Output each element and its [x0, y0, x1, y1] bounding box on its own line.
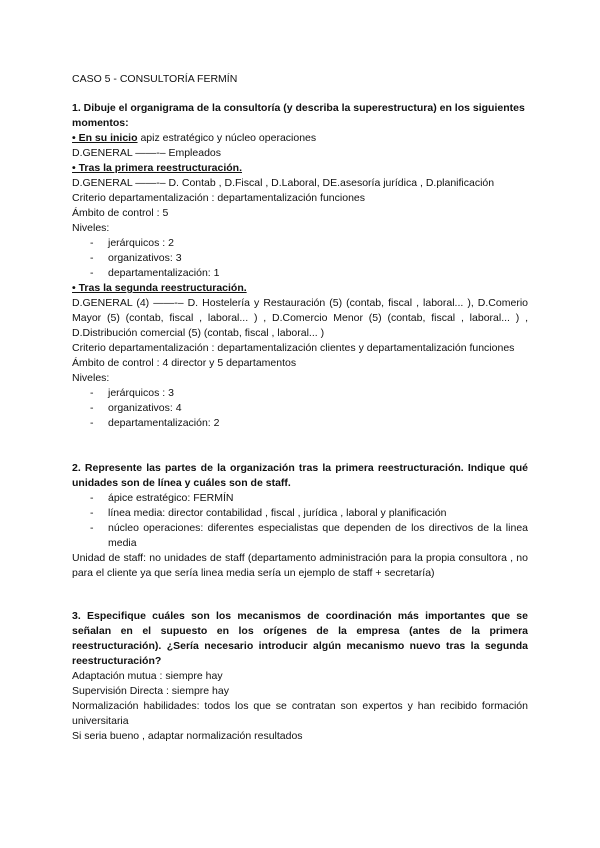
- q1-segunda-line: D.GENERAL (4) ——-– D. Hostelería y Restauración (5) (contab, fiscal , laboral... ), D.Comerio Mayor (5) (contab, fiscal , laboral... ) , D.Comercio Menor (5) (contab, fiscal , laboral... ) , D.Distribución comercial (5) (contab, fiscal , laboral... ): [72, 297, 528, 339]
- q3-question: 3. Especifique cuáles son los mecanismos de coordinación más importantes que se señalan en el supuesto en los orígenes de la empresa (antes de la primera reestructuración). ¿Sería necesario introducir algún mecanismo nuevo tras la segunda reestructuración?: [72, 610, 528, 667]
- q2-parts-list: [72, 491, 528, 551]
- q1-segunda-ambito: Ámbito de control : 4 director y 5 departamentos: [72, 357, 297, 369]
- q3-line: Supervisión Directa : siempre hay: [72, 685, 229, 697]
- q1-inicio-heading: • En su inicio: [72, 132, 138, 144]
- list-item: - ápice estratégico: FERMÍN: [90, 491, 528, 506]
- q1-primera-niveles-list: [72, 236, 528, 281]
- q1-primera-ambito: Ámbito de control : 5: [72, 207, 169, 219]
- q1-inicio-heading-rest: apiz estratégico y núcleo operaciones: [137, 132, 317, 144]
- q2-question: 2. Represente las partes de la organización tras la primera reestructuración. Indique qué unidades son de línea y cuáles son de staff.: [72, 462, 528, 489]
- list-item: - departamentalización: 1: [90, 266, 528, 281]
- document-title: CASO 5 - CONSULTORÍA FERMÍN: [72, 73, 238, 85]
- list-item: - núcleo operaciones: diferentes especialistas que dependen de los directivos de la linea media: [90, 521, 528, 551]
- q1-inicio-heading-line: [72, 131, 528, 146]
- q1-inicio-line: D.GENERAL ——-– Empleados: [72, 147, 221, 159]
- list-item: - organizativos: 3: [90, 251, 528, 266]
- q1-segunda-criterio: Criterio departamentalización : departamentalización clientes y departamentalización funciones: [72, 342, 515, 354]
- spacer: [72, 431, 528, 461]
- list-item: - jerárquicos : 3: [90, 386, 528, 401]
- list-item: - organizativos: 4: [90, 401, 528, 416]
- q1-primera-niveles: Niveles:: [72, 222, 110, 234]
- q1-question-line1: 1. Dibuje el organigrama de la consultoría (y describa la superestructura) en los siguientes: [72, 102, 525, 114]
- list-item: - departamentalización: 2: [90, 416, 528, 431]
- q1-segunda-niveles-list: [72, 386, 528, 431]
- q1-segunda-heading: • Tras la segunda reestructuración.: [72, 282, 247, 294]
- list-item: - jerárquicos : 2: [90, 236, 528, 251]
- spacer: [72, 581, 528, 609]
- q1-segunda-niveles: Niveles:: [72, 372, 110, 384]
- q1-question-line2: momentos:: [72, 117, 129, 129]
- q1-primera-line: D.GENERAL ——-– D. Contab , D.Fiscal , D.Laboral, DE.asesoría jurídica , D.planificación: [72, 177, 495, 189]
- document-content: [72, 72, 528, 744]
- q3-line: Si seria bueno , adaptar normalización resultados: [72, 730, 303, 742]
- q1-question: [72, 101, 528, 131]
- q1-primera-heading: • Tras la primera reestructuración.: [72, 162, 242, 174]
- q3-line: Normalización habilidades: todos los que se contratan son expertos y han recibido formación universitaria: [72, 700, 528, 727]
- q3-line: Adaptación mutua : siempre hay: [72, 670, 223, 682]
- q2-staff: Unidad de staff: no unidades de staff (departamento administración para la propia consultora , no para el cliente ya que sería linea media sería un ejemplo de staff + secretaría): [72, 552, 528, 579]
- q1-primera-criterio: Criterio departamentalización : departamentalización funciones: [72, 192, 365, 204]
- list-item: - línea media: director contabilidad , fiscal , jurídica , laboral y planificación: [90, 506, 528, 521]
